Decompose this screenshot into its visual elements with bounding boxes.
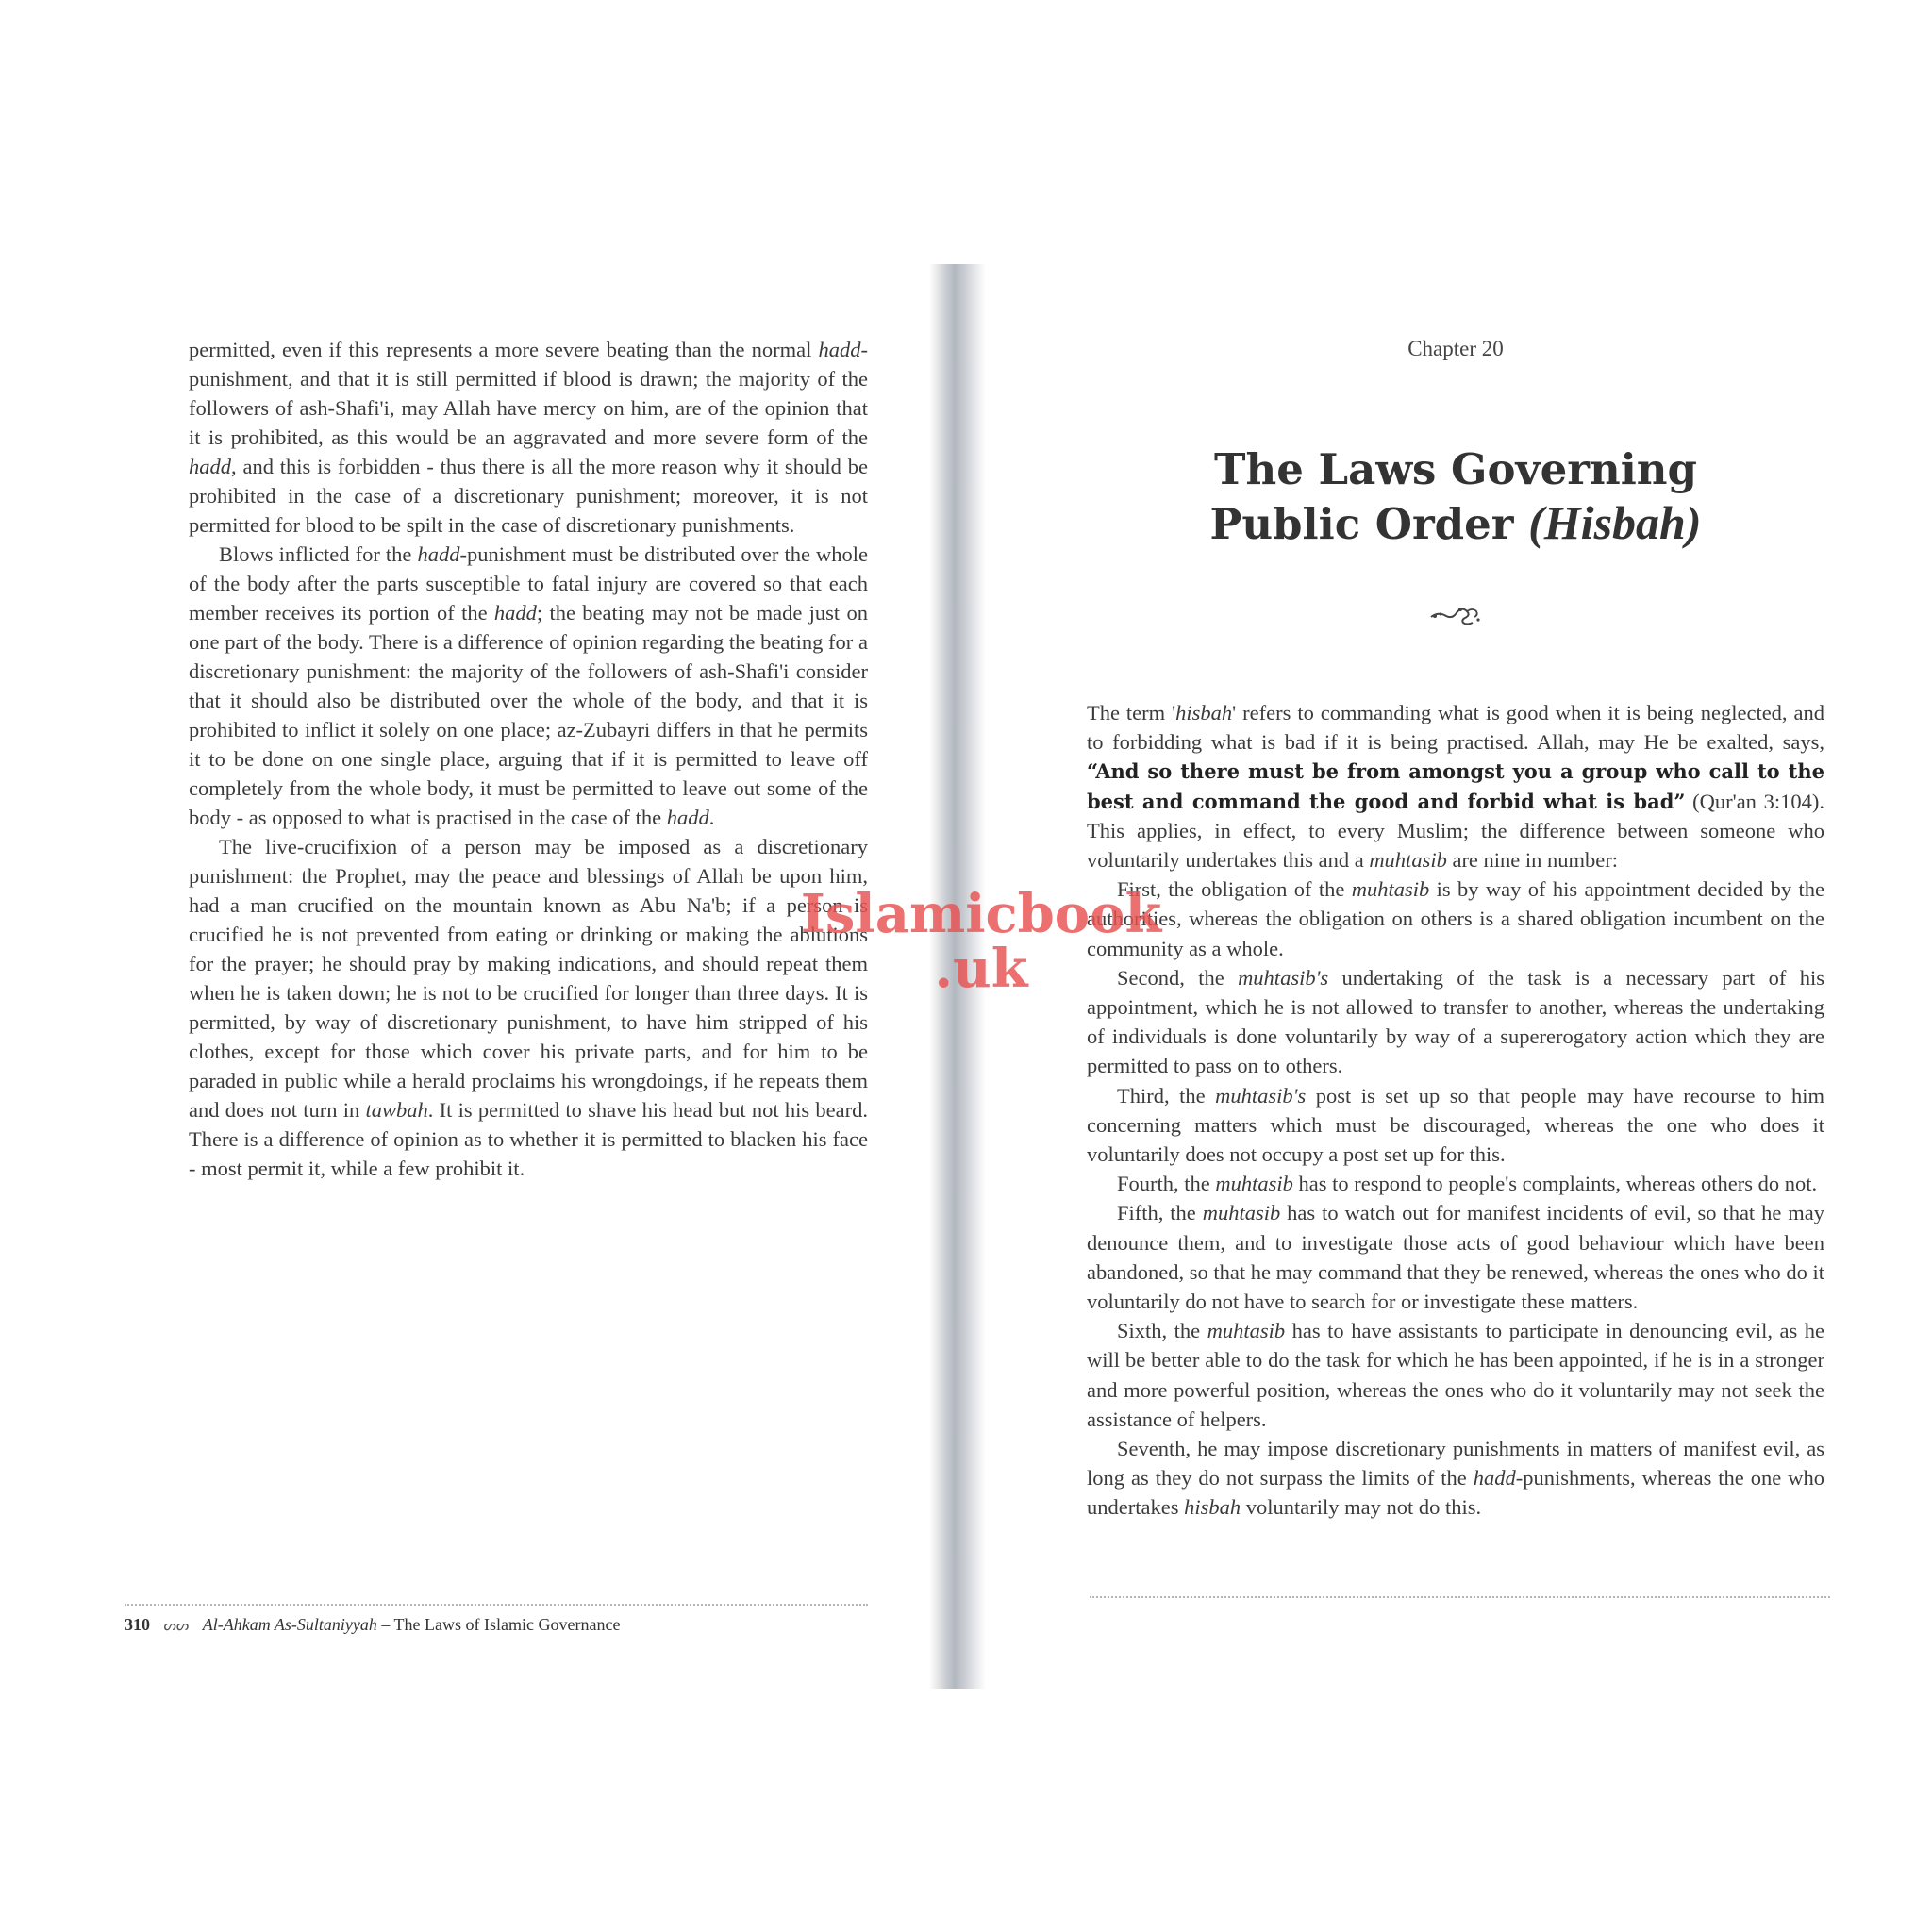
text-run: -punishment, and that it is still permitted if blood is drawn; the majority of the followers of ash-Shafi'i, may Allah have mercy on him, are of the opinion that it is prohibited, as this would be an aggravated and more severe form of the xyxy=(189,338,868,449)
italic-term: hadd xyxy=(818,338,861,361)
text-run: The live-crucifixion of a person may be imposed as a discretionary punishment: the Prophet, may the peace and blessings of Allah be upon him, had a man crucified on the mountain known as Abu Na'b; if a person is crucified he is not prevented from eating or drinking or making the ablutions for the prayer; he should pray by making indications, and should repeat them when he is taken down; he is not to be crucified for longer than three days. It is permitted, by way of discretionary punishment, to have him stripped of his clothes, except for those which cover his private parts, and for him to be paraded in public while a herald proclaims his wrongdoings, if he repeats them and does not turn in xyxy=(189,835,868,1122)
text-run: Sixth, the xyxy=(1117,1319,1208,1343)
italic-term: muhtasib xyxy=(1351,877,1430,902)
page-number: 310 xyxy=(125,1615,150,1634)
left-paragraph xyxy=(189,335,868,540)
watermark-line2: .uk xyxy=(934,938,1028,1000)
text-run: Fourth, the xyxy=(1117,1172,1216,1196)
right-page-text xyxy=(1087,698,1824,1523)
text-run: has to watch out for manifest incidents of evil, so that he may denounce them, and to investigate those acts of good behaviour which have been abandoned, so that he may command that they be renewed, whereas the ones who do it voluntarily do not have to search for or investigate these matters. xyxy=(1087,1201,1824,1314)
text-run: Third, the xyxy=(1117,1083,1216,1108)
right-paragraph xyxy=(1087,1434,1824,1523)
italic-term: hadd xyxy=(493,601,537,625)
left-page-footer xyxy=(125,1615,620,1635)
right-paragraph xyxy=(1087,874,1824,963)
right-paragraph xyxy=(1087,1316,1824,1434)
watermark-line1: Islamicbook xyxy=(800,883,1162,945)
text-run: are nine in number: xyxy=(1446,848,1619,873)
text-run: . It is permitted to shave his head but not his beard. There is a difference of opinion as to whether it is permitted to blacken his face - most permit it, while a few prohibit it. xyxy=(189,1098,868,1180)
chapter-label: Chapter 20 xyxy=(1407,337,1504,360)
left-page xyxy=(189,335,868,1183)
chapter-title-line2-italic: (Hisbah) xyxy=(1528,496,1702,549)
chapter-title xyxy=(1087,443,1824,551)
italic-term: muhtasib xyxy=(1215,1172,1293,1196)
text-run: ; the beating may not be made just on one part of the body. There is a difference of opinion regarding the beating for a discretionary punishment: the majority of the followers of ash-Shafi'i consider that it should also be distributed over the whole of the body, and that it is prohibited to inflict it solely on one place; az-Zubayri differs in that he permits it to be done on one single place, arguing that if it is permitted to leave off completely from the whole body, it must be permitted to leave out some of the body - as opposed to what is practised in the case of the xyxy=(189,601,868,829)
text-run: First, the obligation of the xyxy=(1117,877,1352,902)
italic-term: muhtasib xyxy=(1369,848,1447,873)
text-run: -punishment must be distributed over the whole of the body after the parts susceptible to fatal injury are covered so that each member receives its portion of the xyxy=(189,542,868,625)
italic-term: muhtasib xyxy=(1207,1319,1286,1343)
italic-term: hadd xyxy=(666,806,709,829)
chapter-title-line2 xyxy=(1087,496,1824,551)
italic-term: hadd xyxy=(189,455,231,478)
right-page xyxy=(1087,330,1824,1523)
italic-term: hadd xyxy=(1473,1466,1516,1491)
italic-term: muhtasib's xyxy=(1215,1083,1307,1108)
italic-term: muhtasib's xyxy=(1238,965,1329,990)
italic-term: hisbah xyxy=(1175,701,1233,724)
text-run: has to respond to people's complaints, whereas others do not. xyxy=(1292,1172,1818,1196)
right-paragraph xyxy=(1087,698,1824,874)
text-run: ' refers to commanding what is good when it is being neglected, and to forbidding what is bad if it is being practised. Allah, may He be exalted, says, xyxy=(1087,701,1824,755)
text-run: post is set up so that people may have recourse to him concerning matters which must be discouraged, whereas the one who does it voluntarily does not occupy a post set up for this. xyxy=(1087,1083,1824,1167)
text-run: The term ' xyxy=(1087,701,1176,724)
left-footer-rule xyxy=(125,1604,868,1606)
italic-term: hisbah xyxy=(1184,1495,1241,1520)
scroll-ornament-icon: ᔕᔕ xyxy=(163,1619,190,1634)
right-paragraph xyxy=(1087,1081,1824,1170)
text-run: Second, the xyxy=(1117,965,1239,990)
right-paragraph xyxy=(1087,963,1824,1081)
chapter-title-line2-text: Public Order xyxy=(1209,499,1529,549)
quran-quote: “And so there must be from amongst you a group who call to the best and command the good and forbid what is bad” xyxy=(1087,759,1824,813)
floral-ornament-icon xyxy=(1087,602,1824,640)
left-paragraph xyxy=(189,540,868,832)
running-title-italic: Al-Ahkam As-Sultaniyyah xyxy=(202,1615,377,1634)
right-footer-rule xyxy=(1090,1596,1830,1598)
text-run: is by way of his appointment decided by the authorities, whereas the obligation on others is a shared obligation incumbent on the community as a whole. xyxy=(1087,877,1824,960)
right-paragraph xyxy=(1087,1198,1824,1316)
text-run: Blows inflicted for the xyxy=(219,542,418,566)
book-gutter-shadow xyxy=(929,264,986,1689)
italic-term: hadd xyxy=(417,542,460,566)
left-page-text xyxy=(189,335,868,1183)
text-run: has to have assistants to participate in denouncing evil, as he will be better able to do the task for which he has been appointed, if he is in a stronger and more powerful position, whereas the ones who do it voluntarily may not seek the assistance of helpers. xyxy=(1087,1319,1824,1431)
text-run: voluntarily may not do this. xyxy=(1241,1495,1482,1520)
running-title-rest: – The Laws of Islamic Governance xyxy=(376,1615,621,1634)
text-run: Seventh, he may impose discretionary punishments in matters of manifest evil, as long as they do not surpass the limits of the xyxy=(1087,1437,1824,1491)
text-run: undertaking of the task is a necessary part of his appointment, which he is not allowed to transfer to another, whereas the undertaking of individuals is done voluntarily by way of a supererogatory action which they are permitted to pass on to others. xyxy=(1087,965,1824,1078)
italic-term: tawbah xyxy=(365,1098,428,1122)
text-run: , and this is forbidden - thus there is all the more reason why it should be prohibited in the case of a discretionary punishment; moreover, it is not permitted for blood to be spilt in the case of discretionary punishments. xyxy=(189,455,868,537)
right-paragraph xyxy=(1087,1169,1824,1198)
chapter-title-line1: The Laws Governing xyxy=(1214,444,1697,494)
text-run: . xyxy=(708,806,715,829)
text-run: Fifth, the xyxy=(1117,1201,1203,1225)
italic-term: muhtasib xyxy=(1202,1201,1281,1225)
text-run: (Qur'an 3:104). This applies, in effect, to every Muslim; the difference between someone who voluntarily undertakes this and a xyxy=(1087,789,1824,873)
left-paragraph xyxy=(189,832,868,1183)
text-run: permitted, even if this represents a more severe beating than the normal xyxy=(189,338,819,361)
text-run: -punishments, whereas the one who undertakes xyxy=(1087,1466,1824,1520)
